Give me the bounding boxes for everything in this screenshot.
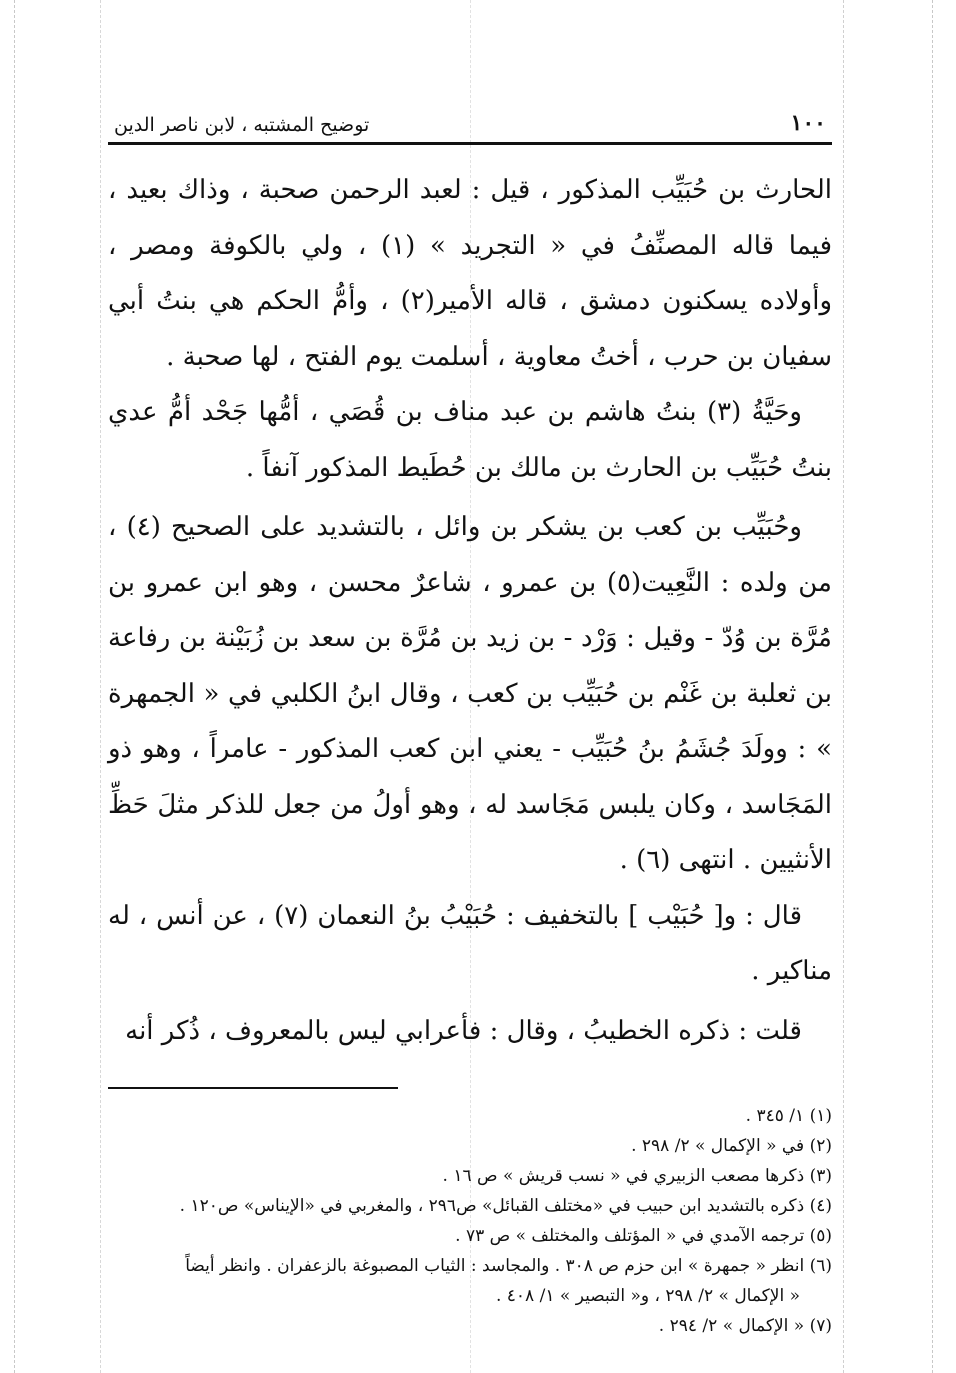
footnote-divider <box>108 1087 398 1089</box>
main-text <box>108 163 832 1059</box>
footnote: (٤) ذكره بالتشديد ابن حبيب في «مختلف القبائل» ص٢٩٦ ، والمغربي في «الإيناس» ص١٢٠ . <box>179 1196 832 1216</box>
footnote: (٢) في « الإكمال » ٢/ ٢٩٨ . <box>631 1136 832 1156</box>
page-number: ١٠٠ <box>790 110 826 136</box>
paragraph: وحُبَيِّب بن كعب بن يشكر بن وائل ، بالتشديد على الصحيح (٤) ، من ولده : النَّعِيت(٥) بن عمرو ، شاعرٌ محسن ، وهو ابن عمرو بن مُرَّة بن وُدّ - وقيل : وَرْد - بن زيد بن مُرَّة بن سعد بن زُبَيْنة بن رفاعة بن ثعلبة بن غَنْم بن حُبَيِّب بن كعب ، وقال ابنُ الكلبي في « الجمهرة » : وولَدَ جُشَمُ بنُ حُبَيِّب - يعني ابن كعب المذكور - عامراً ، وهو ذو المَجَاسد ، وكان يلبس مَجَاسد له ، وهو أولُ من جعل للذكر مثلَ حَظِّ الأنثيين . انتهى (٦) . <box>108 512 833 875</box>
scan-guide-line <box>100 0 101 1373</box>
paragraph: قال : و[ حُبَيْب ] بالتخفيف : حُبَيْبُ بنُ النعمان (٧) ، عن أنس ، له مناكير . <box>108 900 832 986</box>
paragraph: الحارث بن حُبَيِّب المذكور ، قيل : لعبد الرحمن صحبة ، وذاك بعيد ، فيما قاله المصنِّفُ في « التجريد » (١) ، ولي بالكوفة ومصر ، وأولاده يسكنون دمشق ، قاله الأمير(٢) ، وأمُّ الحكم هي بنتُ أبي سفيان بن حرب ، أختُ معاوية ، أسلمت يوم الفتح ، لها صحبة . <box>108 175 832 372</box>
footnote: (١) ١/ ٣٤٥ . <box>745 1106 832 1126</box>
page-header <box>108 92 832 145</box>
footnotes <box>108 1101 832 1341</box>
scan-guide-line <box>932 0 933 1373</box>
paragraph: وحَيَّةُ (٣) بنتُ هاشم بن عبد مناف بن قُصَي ، أمُّها جَحْد أمُّ عدي بنتُ حُبَيِّب بن الحارث بن مالك بن حُطَيط المذكور آنفاً . <box>108 397 832 483</box>
footnote-continuation: « الإكمال » ٢/ ٢٩٨ ، و« التبصير » ١/ ٤٠٨ . <box>495 1286 800 1306</box>
scan-guide-line <box>843 0 844 1373</box>
footnote: (٣) ذكرها مصعب الزبيري في « نسب قريش » ص ١٦ . <box>442 1166 832 1186</box>
footnote: (٦) انظر « جمهرة » ابن حزم ص ٣٠٨ . والمجاسد : الثياب المصبوغة بالزعفران . وانظر أيضاً <box>185 1256 832 1276</box>
paragraph: قلت : ذكره الخطيبُ ، وقال : فأعرابي ليس بالمعروف ، ذُكر أنه <box>125 1015 802 1046</box>
book-page <box>108 92 832 1352</box>
running-title: توضيح المشتبه ، لابن ناصر الدين <box>114 114 370 136</box>
footnote: (٧) « الإكمال » ٢/ ٢٩٤ . <box>658 1316 832 1336</box>
scan-guide-line <box>14 0 15 1373</box>
footnote: (٥) ترجمه الآمدي في « المؤتلف والمختلف » ص ٧٣ . <box>455 1226 832 1246</box>
